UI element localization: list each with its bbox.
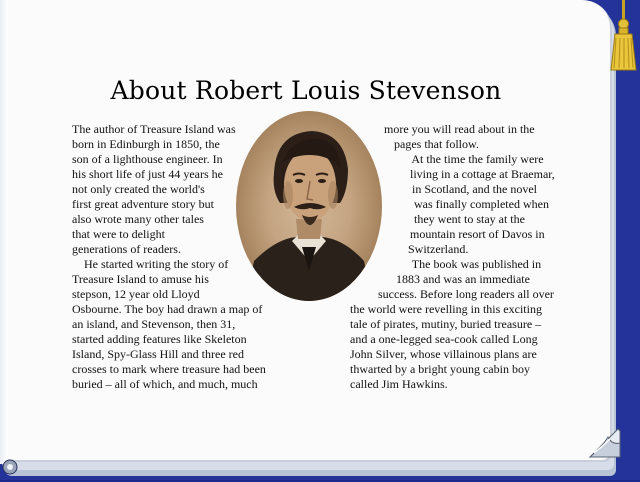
text-line: living in a cottage at Braemar, xyxy=(410,167,555,181)
text-line: started adding features like Skeleton xyxy=(72,332,247,346)
portrait-illustration xyxy=(236,111,382,301)
text-line: more you will read about in the xyxy=(384,122,535,136)
text-line: was finally completed when xyxy=(414,197,549,211)
page-turn-corner-icon[interactable] xyxy=(588,425,622,459)
text-line: At the time the family were xyxy=(400,152,544,166)
text-line: pages that follow. xyxy=(394,137,479,151)
text-line: his short life of just 44 years he xyxy=(72,167,223,181)
text-line: they went to stay at the xyxy=(414,212,525,226)
text-line: first great adventure story but xyxy=(72,197,214,211)
text-line: Osbourne. The boy had drawn a map of xyxy=(72,302,263,316)
text-line: The book was published in xyxy=(400,257,542,271)
page-gutter xyxy=(0,0,8,464)
text-line: Treasure Island to amuse his xyxy=(72,272,209,286)
text-line: an island, and Stevenson, then 31, xyxy=(72,317,236,331)
stevenson-portrait xyxy=(236,111,382,301)
book-clasp xyxy=(0,456,20,478)
tassel-bookmark-icon[interactable] xyxy=(606,0,640,80)
text-line: the world were revelling in this exciting xyxy=(350,302,542,316)
text-line: crosses to mark where treasure had been xyxy=(72,362,266,376)
text-line: success. Before long readers all over xyxy=(378,287,554,301)
text-line: son of a lighthouse engineer. In xyxy=(72,152,223,166)
text-line: He started writing the story of xyxy=(72,257,229,271)
text-line: generations of readers. xyxy=(72,242,181,256)
text-line: not only created the world's xyxy=(72,182,205,196)
text-line: that were to delight xyxy=(72,227,165,241)
text-line: and a one-legged sea-cook called Long xyxy=(350,332,538,346)
text-line: born in Edinburgh in 1850, the xyxy=(72,137,220,151)
page-title: About Robert Louis Stevenson xyxy=(110,76,502,105)
text-line: 1883 and was an immediate xyxy=(396,272,530,286)
text-line: tale of pirates, mutiny, buried treasure – xyxy=(350,317,542,331)
text-line: thwarted by a bright young cabin boy xyxy=(350,362,530,376)
text-line: in Scotland, and the novel xyxy=(412,182,537,196)
text-line: The author of Treasure Island was xyxy=(72,122,236,136)
text-line: stepson, 12 year old Lloyd xyxy=(72,287,200,301)
text-line: buried – all of which, and much, much xyxy=(72,377,258,391)
text-line: mountain resort of Davos in xyxy=(410,227,545,241)
text-line: called Jim Hawkins. xyxy=(350,377,448,391)
text-line: Island, Spy-Glass Hill and three red xyxy=(72,347,244,361)
text-line: also wrote many other tales xyxy=(72,212,204,226)
text-line: Switzerland. xyxy=(408,242,469,256)
text-line: John Silver, whose villainous plans are xyxy=(350,347,537,361)
